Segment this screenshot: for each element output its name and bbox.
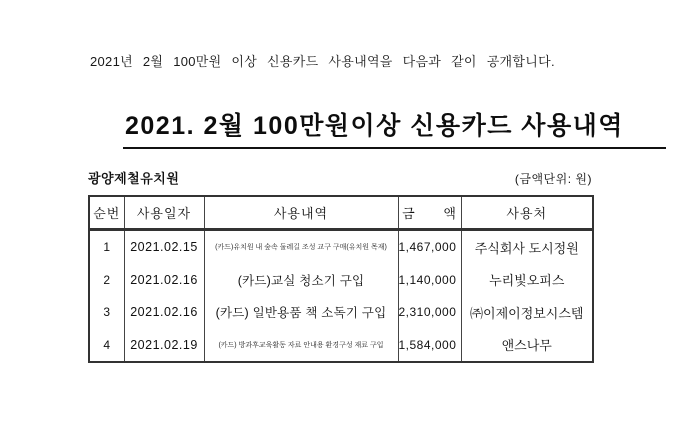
table-body: [89, 230, 593, 363]
usage-detail: (카드) 방과후교육활동 자료 안내용 환경구성 재료 구입: [204, 329, 398, 363]
usage-vendor: ㈜이제이정보시스템: [461, 296, 593, 329]
notice-text: 2021년 2월 100만원 이상 신용카드 사용내역을 다음과 같이 공개합니다.: [90, 54, 555, 69]
usage-date: 2021.02.16: [124, 264, 204, 297]
document-title: 2021. 2월 100만원이상 신용카드 사용내역: [123, 106, 666, 149]
row-number: 3: [89, 296, 124, 329]
col-header-amount: 금 액: [398, 196, 461, 230]
row-number: 1: [89, 230, 124, 264]
usage-vendor: 주식회사 도시정원: [461, 230, 593, 264]
usage-detail: (카드) 일반용품 책 소독기 구입: [204, 296, 398, 329]
table-caption-row: [88, 168, 592, 187]
usage-date: 2021.02.16: [124, 296, 204, 329]
amount-unit-note: (금액단위: 원): [514, 172, 592, 186]
usage-amount: 1,467,000: [398, 230, 461, 264]
usage-detail: (카드)교실 청소기 구입: [204, 264, 398, 297]
usage-vendor: 누리빛오피스: [461, 264, 593, 297]
table-header-row: [89, 196, 593, 230]
row-number: 4: [89, 329, 124, 363]
usage-detail: (카드)유치원 내 숲속 둘레길 조성 교구 구매(유치원 목재): [204, 230, 398, 264]
table-row: [89, 329, 593, 363]
col-header-vendor: 사용처: [461, 196, 593, 230]
table-row: [89, 296, 593, 329]
row-number: 2: [89, 264, 124, 297]
col-header-date: 사용일자: [124, 196, 204, 230]
col-header-no: 순번: [89, 196, 124, 230]
organization-name: 광양제철유치원: [88, 171, 180, 186]
table-row: [89, 264, 593, 297]
usage-vendor: 앤스나무: [461, 329, 593, 363]
usage-amount: 1,584,000: [398, 329, 461, 363]
usage-date: 2021.02.19: [124, 329, 204, 363]
usage-amount: 2,310,000: [398, 296, 461, 329]
usage-amount: 1,140,000: [398, 264, 461, 297]
card-usage-table: [88, 195, 594, 363]
usage-date: 2021.02.15: [124, 230, 204, 264]
table-row: [89, 230, 593, 264]
col-header-detail: 사용내역: [204, 196, 398, 230]
